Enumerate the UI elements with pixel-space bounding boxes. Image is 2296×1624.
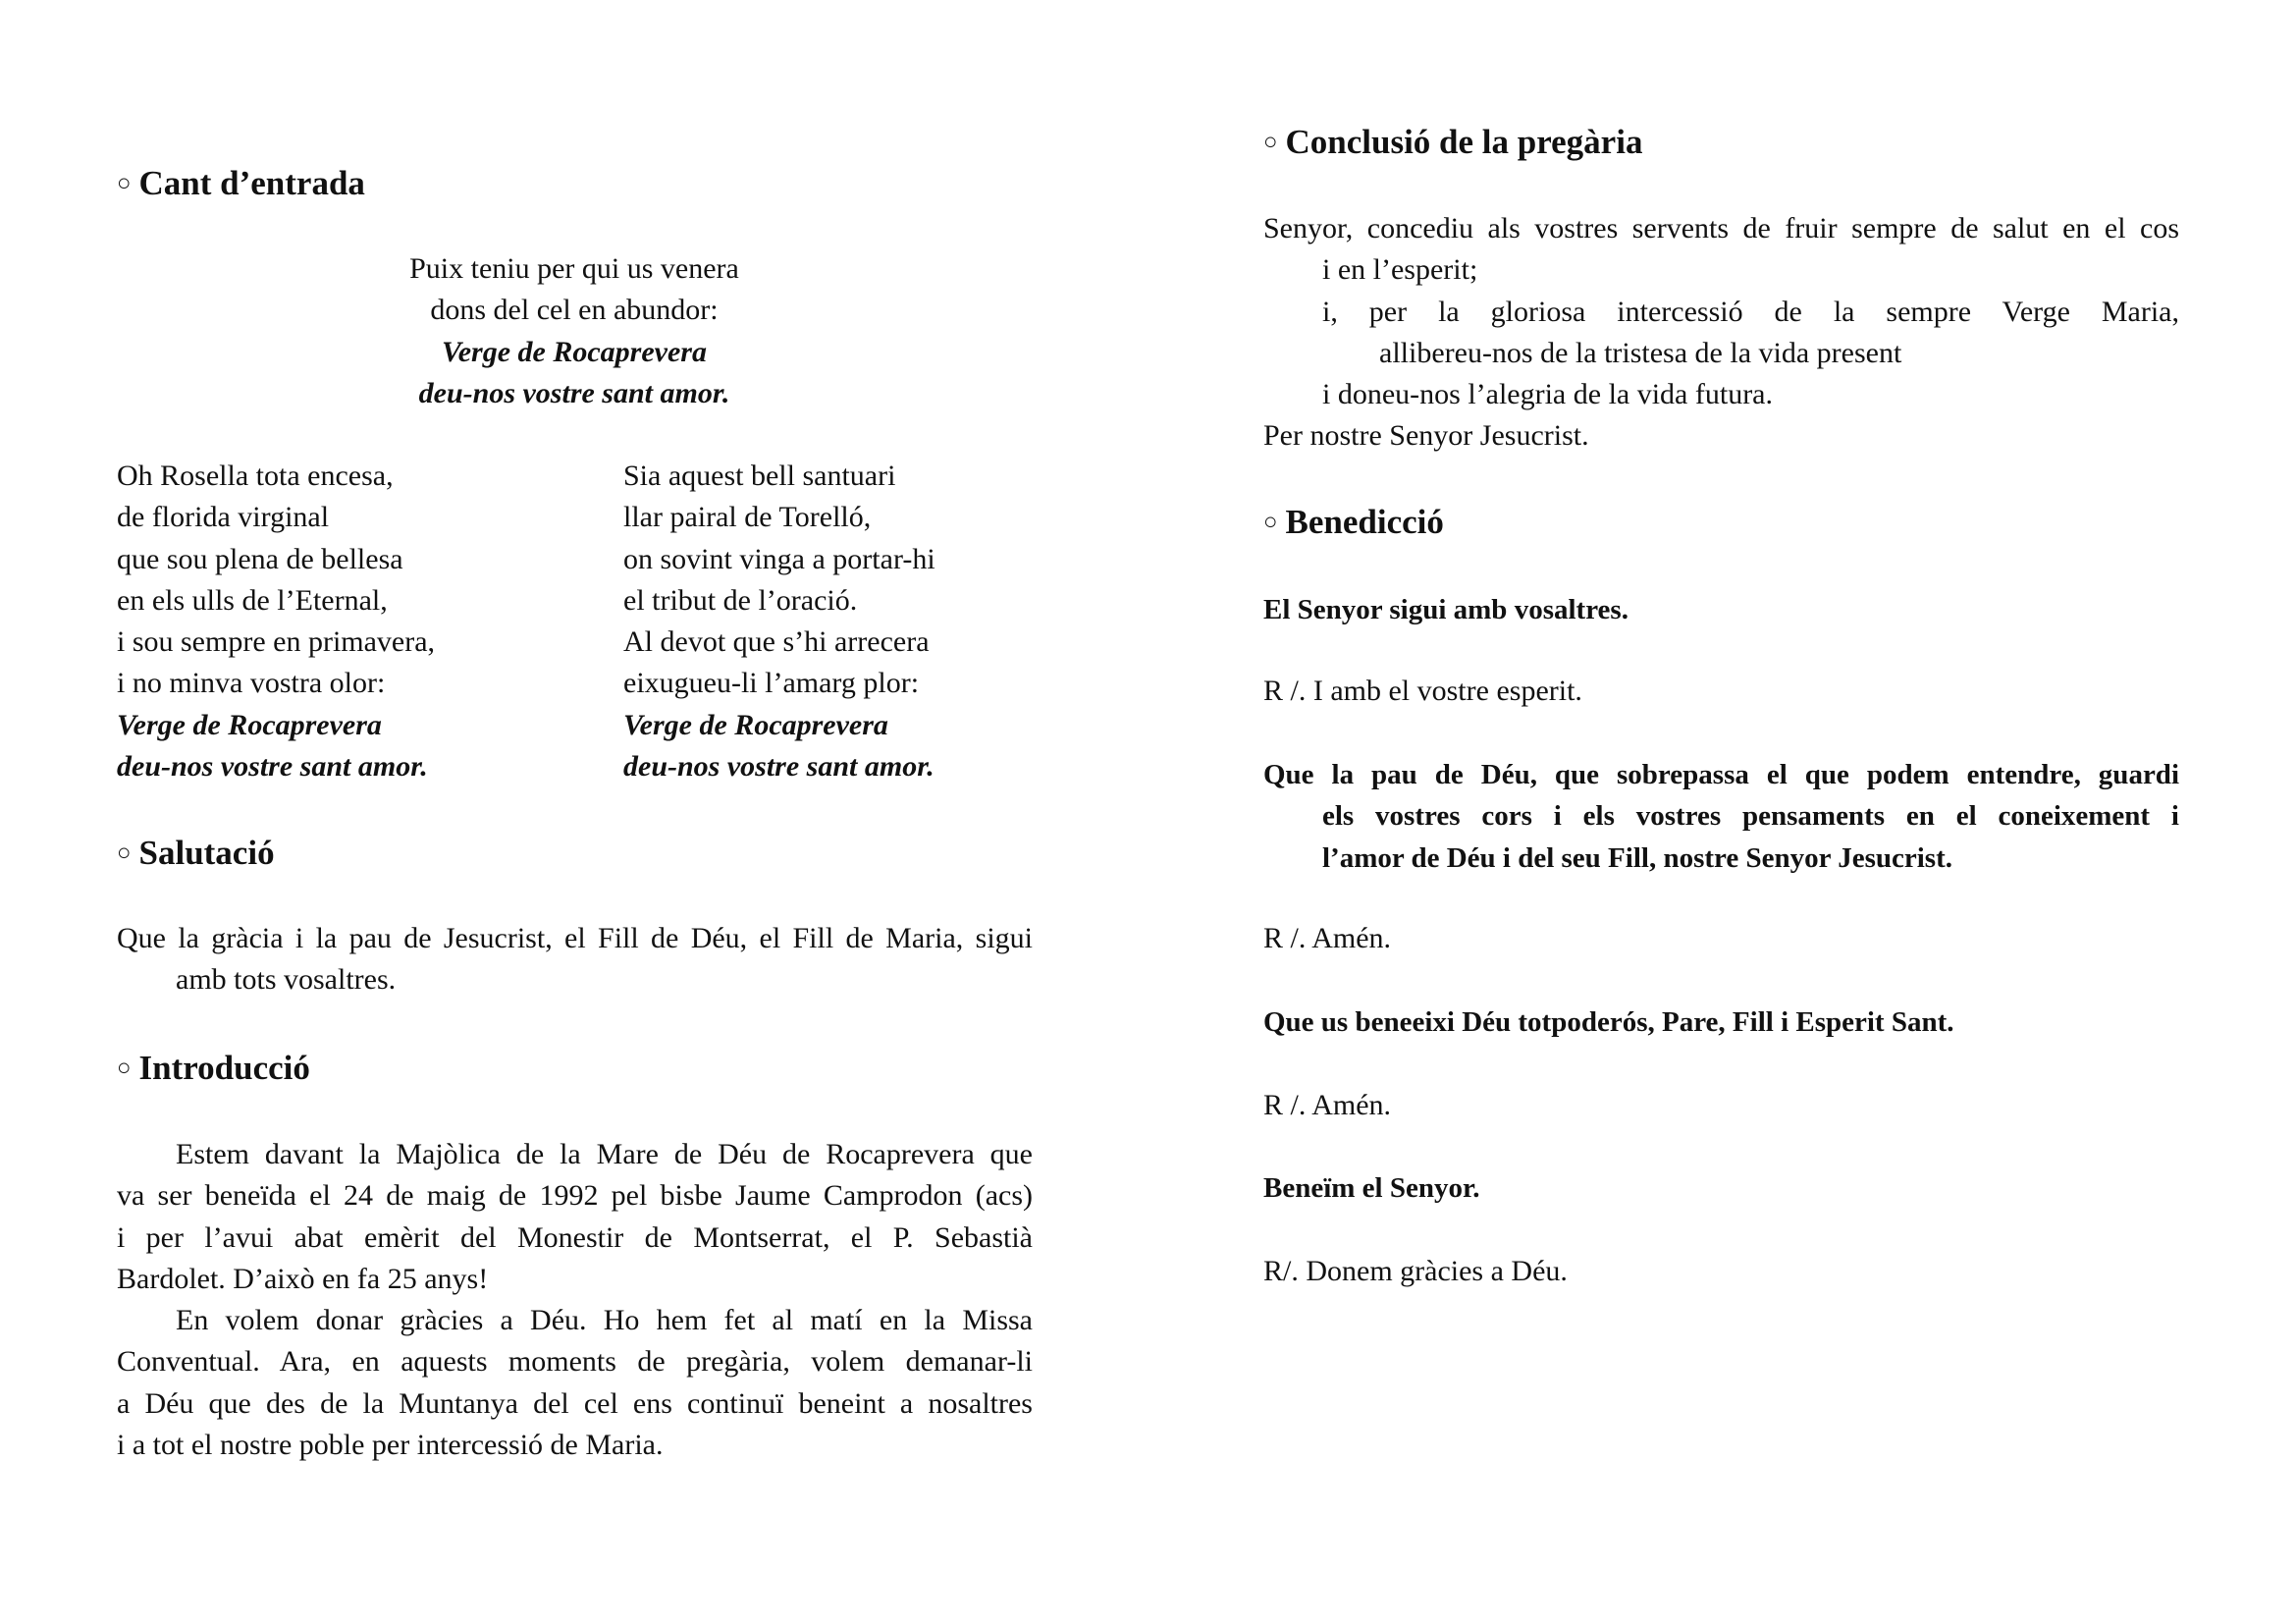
verse-line: en els ulls de l’Eternal,	[117, 583, 388, 617]
response-text: R /. Amén.	[1263, 1089, 1392, 1121]
versicle-2	[1263, 754, 2179, 879]
paragraph-line: va ser beneïda el 24 de maig de 1992 pel bisbe Jaume Camprodon (acs)	[117, 1179, 1033, 1213]
versicle-3	[1263, 1001, 2179, 1043]
verse-line: i no minva vostra olor:	[117, 667, 386, 700]
verse-1	[117, 456, 588, 787]
circle-bullet-icon: ○	[117, 1056, 132, 1081]
verse-line: el tribut de l’oració.	[623, 583, 858, 617]
verse-line: on sovint vinga a portar-hi	[623, 542, 935, 575]
prayer-line: Senyor, concediu als vostres servents de fruir sempre de salut en el cos	[1263, 212, 2179, 244]
verse-line: eixugueu-li l’amarg plor:	[623, 667, 920, 700]
verse-line: de florida virginal	[117, 501, 330, 534]
response-text: R /. Amén.	[1263, 922, 1392, 954]
verse-line: Al devot que s’hi arrecera	[623, 625, 930, 659]
circle-bullet-icon: ○	[1263, 130, 1278, 155]
paragraph-line: En volem donar gràcies a Déu. Ho hem fet al matí en la Missa	[176, 1304, 1033, 1337]
paragraph-line: Estem davant la Majòlica de la Mare de Déu de Rocaprevera que	[176, 1138, 1033, 1170]
chorus-line-refrain: deu-nos vostre sant amor.	[418, 376, 730, 409]
versicle-text: l’amor de Déu i del seu Fill, nostre Senyor Jesucrist.	[1322, 841, 1952, 874]
verse-line: llar pairal de Torelló,	[623, 501, 872, 534]
verse-refrain: Verge de Rocaprevera	[117, 708, 382, 741]
verse-2	[623, 456, 1055, 787]
response-text: R /. I amb el vostre esperit.	[1263, 675, 1582, 707]
paragraph-line: i per l’avui abat emèrit del Monestir de Montserrat, el P. Sebastià	[117, 1220, 1033, 1254]
heading-text: Conclusió de la pregària	[1285, 123, 1643, 161]
versicle-text: Beneïm el Senyor.	[1263, 1172, 1480, 1204]
heading-text: Cant d’entrada	[138, 164, 365, 202]
verse-refrain: deu-nos vostre sant amor.	[623, 750, 934, 784]
response-4	[1263, 1251, 2179, 1292]
versicle-4	[1263, 1167, 2179, 1209]
response-1	[1263, 671, 2179, 712]
verse-line: i sou sempre en primavera,	[117, 625, 436, 659]
response-2	[1263, 918, 2179, 959]
versicle-1	[1263, 589, 2179, 630]
versicle-text: els vostres cors i els vostres pensaments en el coneixement i	[1322, 800, 2179, 833]
section-heading-cant-entrada	[117, 163, 1033, 208]
prayer-line: i en l’esperit;	[1322, 253, 1478, 287]
section-heading-conclusio	[1263, 122, 2179, 167]
paragraph-line: i a tot el nostre poble per intercessió de Maria.	[117, 1429, 664, 1462]
prayer-line: i, per la gloriosa intercessió de la sempre Verge Maria,	[1322, 295, 2179, 328]
prayer-line: allibereu-nos de la tristesa de la vida present	[1379, 336, 1902, 369]
verse-refrain: deu-nos vostre sant amor.	[117, 750, 428, 784]
prayer-line: Per nostre Senyor Jesucrist.	[1263, 419, 1589, 453]
section-heading-benediccio	[1263, 502, 2179, 547]
heading-text: Benedicció	[1285, 503, 1444, 541]
introduccio-text	[117, 1134, 1033, 1466]
chorus-line: dons del cel en abundor:	[430, 294, 719, 327]
paragraph-line: Que la gràcia i la pau de Jesucrist, el Fill de Déu, el Fill de Maria, sigui	[117, 922, 1033, 954]
versicle-text: Que la pau de Déu, que sobrepassa el que podem entendre, guardi	[1263, 759, 2179, 790]
verse-line: Oh Rosella tota encesa,	[117, 460, 394, 492]
verse-line: Sia aquest bell santuari	[623, 460, 896, 492]
chorus-line: Puix teniu per qui us venera	[409, 252, 739, 285]
heading-text: Salutació	[138, 834, 275, 872]
chorus	[378, 248, 771, 414]
versicle-text: Que us beneeixi Déu totpoderós, Pare, Fill i Esperit Sant.	[1263, 1006, 1954, 1038]
circle-bullet-icon: ○	[117, 171, 132, 196]
paragraph-line: a Déu que des de la Muntanya del cel ens continuï beneint a nosaltres	[117, 1386, 1033, 1420]
response-3	[1263, 1085, 2179, 1126]
chorus-line-refrain: Verge de Rocaprevera	[442, 335, 707, 368]
salutacio-text	[117, 918, 1033, 1001]
versicle-text: El Senyor sigui amb vosaltres.	[1263, 594, 1629, 625]
verse-line: que sou plena de bellesa	[117, 542, 403, 575]
paragraph-line: Conventual. Ara, en aquests moments de pregària, volem demanar-li	[117, 1345, 1033, 1379]
section-heading-introduccio	[117, 1048, 1033, 1093]
paragraph-line: amb tots vosaltres.	[176, 963, 397, 997]
conclusio-text	[1263, 208, 2179, 458]
circle-bullet-icon: ○	[117, 840, 132, 866]
verse-refrain: Verge de Rocaprevera	[623, 708, 888, 741]
heading-text: Introducció	[138, 1049, 310, 1087]
paragraph-line: Bardolet. D’això en fa 25 anys!	[117, 1262, 489, 1295]
response-text: R/. Donem gràcies a Déu.	[1263, 1255, 1568, 1287]
section-heading-salutacio	[117, 833, 1033, 878]
circle-bullet-icon: ○	[1263, 510, 1278, 535]
prayer-line: i doneu-nos l’alegria de la vida futura.	[1322, 378, 1773, 411]
